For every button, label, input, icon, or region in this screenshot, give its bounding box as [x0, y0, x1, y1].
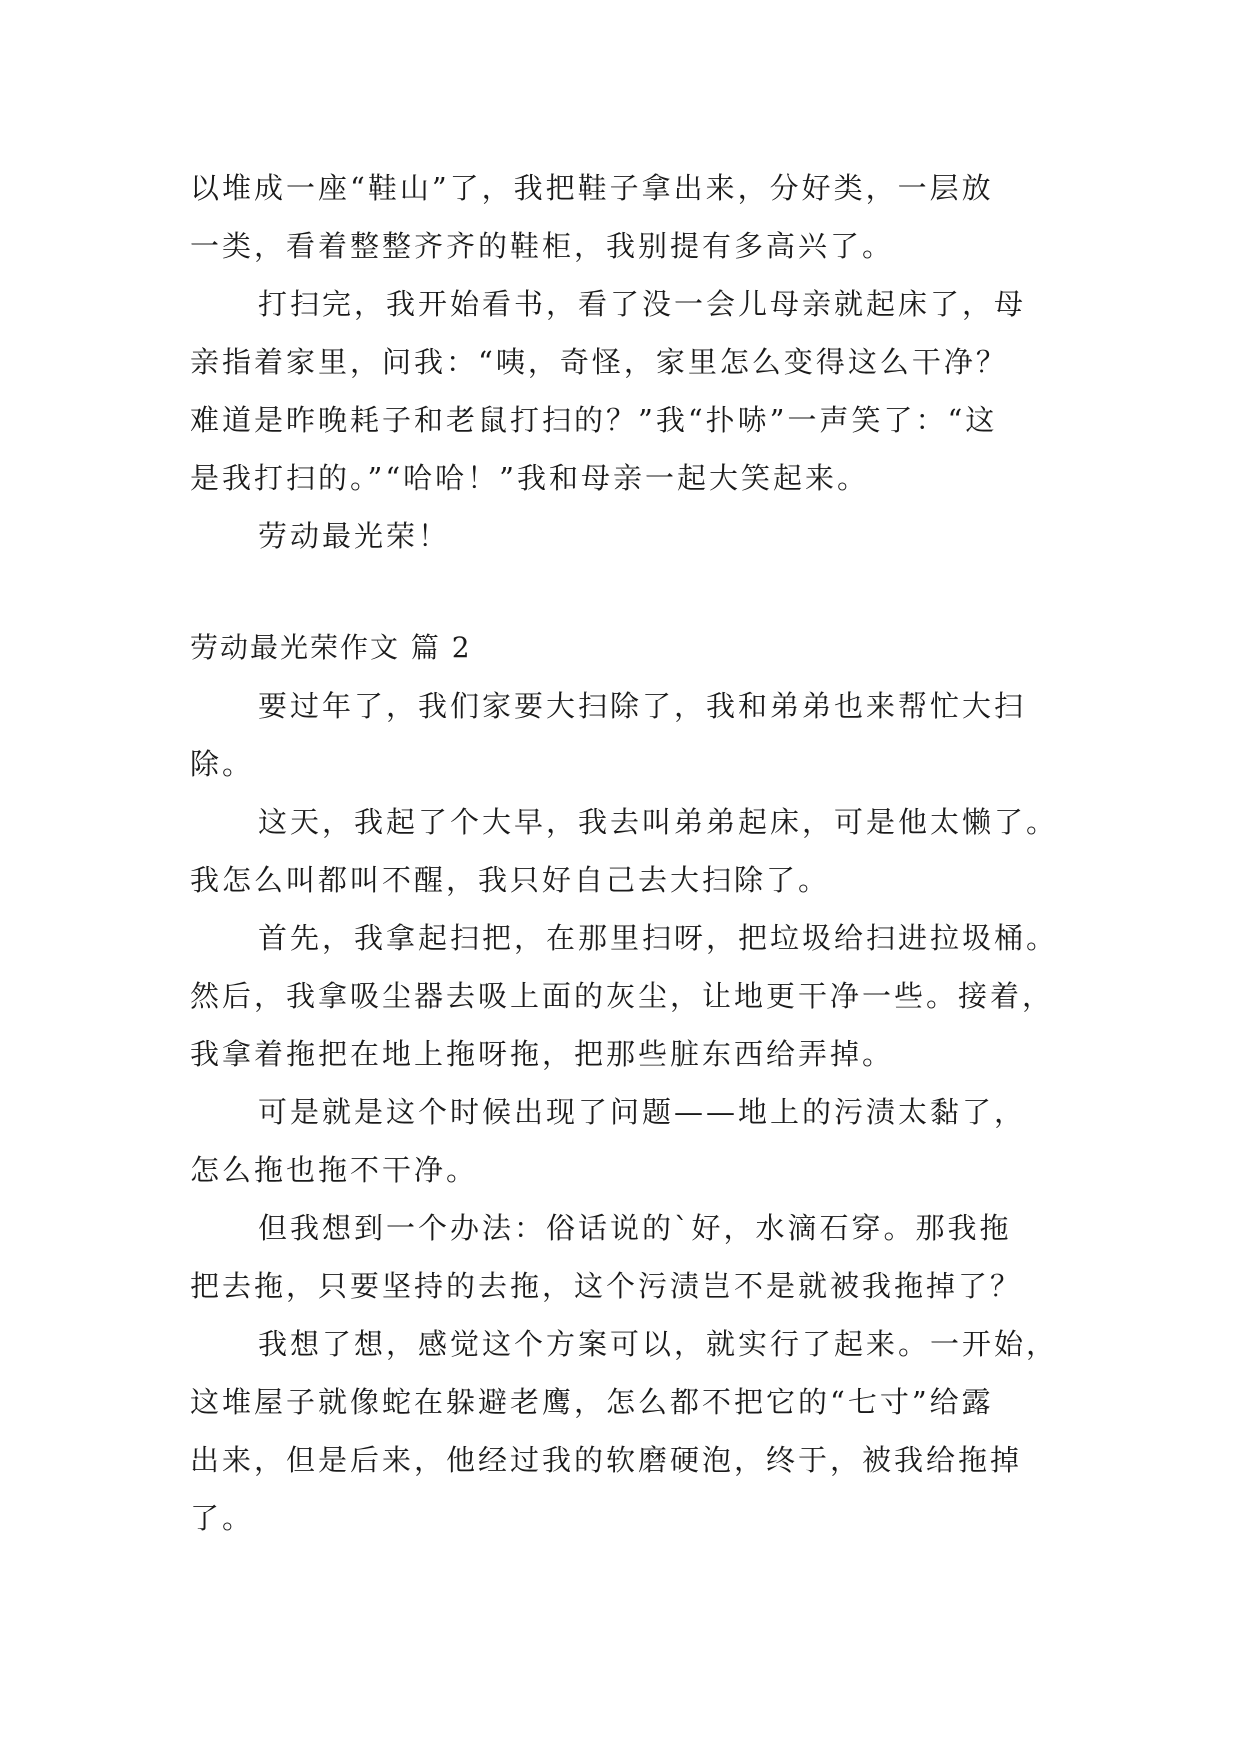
paragraph-line: 怎么拖也拖不干净。: [190, 1153, 479, 1187]
paragraph-line: 可是就是这个时候出现了问题——地上的污渍太黏了，: [258, 1095, 1027, 1129]
paragraph-line: 这堆屋子就像蛇在躲避老鹰，怎么都不把它的“七寸”给露: [190, 1385, 994, 1419]
paragraph-line: 把去拖，只要坚持的去拖，这个污渍岂不是就被我拖掉了？: [190, 1269, 1023, 1303]
paragraph-line: 以堆成一座“鞋山”了，我把鞋子拿出来，分好类，一层放: [190, 171, 994, 205]
paragraph-line: 我怎么叫都叫不醒，我只好自己去大扫除了。: [190, 863, 831, 897]
paragraph-line: 难道是昨晚耗子和老鼠打扫的？”我“扑哧”一声笑了：“这: [190, 403, 998, 437]
paragraph-line: 一类，看着整整齐齐的鞋柜，我别提有多高兴了。: [190, 229, 895, 263]
paragraph-line: 是我打扫的。”“哈哈！”我和母亲一起大笑起来。: [190, 461, 869, 495]
paragraph-line: 但我想到一个办法：俗话说的`好，水滴石穿。那我拖: [258, 1211, 1012, 1245]
paragraph-line: 然后，我拿吸尘器去吸上面的灰尘，让地更干净一些。接着，: [190, 979, 1055, 1013]
paragraph-line: 我拿着拖把在地上拖呀拖，把那些脏东西给弄掉。: [190, 1037, 895, 1071]
paragraph-line: 首先，我拿起扫把，在那里扫呀，把垃圾给扫进拉圾桶。: [258, 921, 1059, 955]
paragraph-line: 要过年了，我们家要大扫除了，我和弟弟也来帮忙大扫: [258, 689, 1027, 723]
paragraph-line: 亲指着家里，问我：“咦，奇怪，家里怎么变得这么干净？: [190, 345, 1008, 379]
document-page: [190, 0, 1070, 1754]
section-heading: 劳动最光荣作文 篇 2: [190, 631, 472, 664]
paragraph-line: 除。: [190, 747, 255, 781]
paragraph-line: 我想了想，感觉这个方案可以，就实行了起来。一开始，: [258, 1327, 1059, 1361]
paragraph-line: 了。: [190, 1501, 255, 1535]
paragraph-line: 打扫完，我开始看书，看了没一会儿母亲就起床了，母: [258, 287, 1027, 321]
paragraph-line: 出来，但是后来，他经过我的软磨硬泡，终于，被我给拖掉: [190, 1443, 1023, 1477]
paragraph-line: 劳动最光荣！: [258, 519, 451, 553]
paragraph-line: 这天，我起了个大早，我去叫弟弟起床，可是他太懒了。: [258, 805, 1059, 839]
